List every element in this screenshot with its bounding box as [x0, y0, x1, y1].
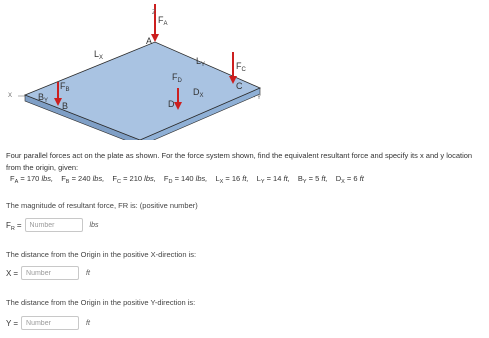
given-fb-main: F — [61, 174, 66, 183]
q3-var: Y — [6, 318, 12, 328]
q1-unit: lbs — [89, 221, 99, 229]
given-fa-main: F — [10, 174, 15, 183]
given-by-value: = 5 — [308, 174, 320, 183]
given-dx-sub: X — [341, 178, 345, 185]
given-fd-value: = 140 — [174, 174, 194, 183]
given-by-sub: Y — [302, 178, 307, 185]
q1-var — [6, 221, 15, 230]
given-fd-unit: lbs, — [195, 174, 208, 183]
dim-by-sub: Y — [44, 98, 49, 104]
given-fd — [164, 174, 207, 183]
given-dx-main: D — [335, 174, 342, 183]
given-by-unit: ft, — [321, 174, 328, 183]
given-fd-main: F — [163, 174, 169, 183]
dim-lx-sub: X — [99, 55, 104, 61]
given-lx-sub: X — [219, 178, 224, 185]
q3-number-input[interactable] — [21, 316, 79, 330]
given-fb-sub: B — [65, 178, 70, 185]
corner-a-label: A — [146, 36, 153, 46]
plate-top — [25, 42, 260, 140]
given-ly-unit: ft, — [283, 174, 290, 183]
q2-prompt: The distance from the Origin in the positive X-direction is: — [6, 250, 197, 259]
corner-c-label: C — [236, 81, 243, 91]
q3-equals: = — [13, 318, 19, 328]
dim-dx-main: D — [193, 87, 200, 97]
dim-dx-label — [193, 88, 204, 97]
given-fc-value: = 210 — [123, 174, 143, 183]
force-d-sub: D — [177, 78, 182, 84]
dim-by-label — [38, 93, 48, 102]
force-b-label — [60, 82, 70, 91]
dim-by-main: B — [38, 92, 45, 102]
given-fa-sub: A — [14, 178, 19, 185]
force-b-main: F — [60, 81, 66, 91]
q1-number-input[interactable] — [25, 218, 83, 232]
force-a-main: F — [158, 15, 164, 25]
x-axis-label: X — [8, 93, 13, 99]
corner-d-label: D — [168, 99, 175, 109]
q2-var: X — [6, 268, 12, 278]
given-ly — [257, 174, 290, 183]
force-d-label — [172, 73, 182, 82]
corner-b-label: B — [62, 101, 69, 111]
given-fc-unit: lbs, — [144, 174, 156, 183]
given-fb — [61, 174, 104, 183]
y-axis-label: Y — [257, 95, 262, 101]
given-ly-main: L — [256, 174, 261, 183]
given-lx-main: L — [215, 174, 220, 183]
force-d-main: F — [172, 72, 178, 82]
given-fb-value: = 240 — [71, 174, 91, 183]
given-dx — [336, 174, 364, 183]
given-ly-sub: Y — [260, 178, 265, 185]
given-lx-unit: ft, — [242, 174, 249, 183]
dim-ly-sub: Y — [201, 62, 206, 68]
q1-equals: = — [16, 220, 22, 230]
q3-unit: ft — [86, 319, 90, 327]
force-c-sub: C — [241, 67, 246, 73]
given-values — [10, 174, 370, 183]
q2-number-input[interactable] — [21, 266, 79, 280]
given-lx-value: = 16 — [225, 174, 241, 183]
force-a-sub: A — [163, 21, 168, 27]
force-c-label — [236, 62, 246, 71]
given-fa-value: = 170 — [20, 174, 40, 183]
given-fb-unit: lbs, — [92, 174, 105, 183]
force-c-main: F — [236, 61, 242, 71]
q1-prompt: The magnitude of resultant force, FR is: (positive number) — [6, 201, 198, 210]
given-fc-sub: C — [117, 178, 121, 185]
given-fa — [10, 174, 53, 183]
plate-figure — [0, 0, 489, 140]
given-by-main: B — [297, 174, 303, 183]
force-b-sub: B — [65, 87, 70, 93]
given-lx — [215, 174, 248, 183]
q2-unit: ft — [86, 269, 90, 277]
given-ly-value: = 14 — [266, 174, 282, 183]
z-axis-label: Z — [152, 10, 156, 16]
dim-dx-sub: X — [199, 93, 204, 99]
given-dx-unit: ft — [359, 174, 364, 183]
q1-var-sub: R — [10, 225, 15, 232]
given-by — [298, 174, 328, 183]
given-fc-main: F — [112, 174, 117, 183]
given-fd-sub: D — [168, 178, 173, 185]
dim-lx-main: L — [94, 49, 100, 59]
force-a-label — [158, 16, 168, 25]
q3-answer-row — [6, 315, 90, 331]
q2-equals: = — [13, 268, 19, 278]
given-fa-unit: lbs, — [41, 174, 54, 183]
given-fc — [112, 174, 155, 183]
q1-var-main: F — [6, 220, 11, 230]
given-dx-value: = 6 — [346, 174, 358, 183]
dim-lx-label — [94, 50, 103, 59]
dim-ly-main: L — [196, 56, 202, 66]
dim-ly-label — [196, 57, 205, 66]
q1-answer-row — [6, 217, 99, 233]
q3-prompt: The distance from the Origin in the positive Y-direction is: — [6, 298, 196, 307]
q2-answer-row — [6, 265, 90, 281]
problem-intro: Four parallel forces act on the plate as shown. For the force system shown, find the equivalent resultant force and specify its x and y location from the origin, given: — [6, 151, 473, 172]
